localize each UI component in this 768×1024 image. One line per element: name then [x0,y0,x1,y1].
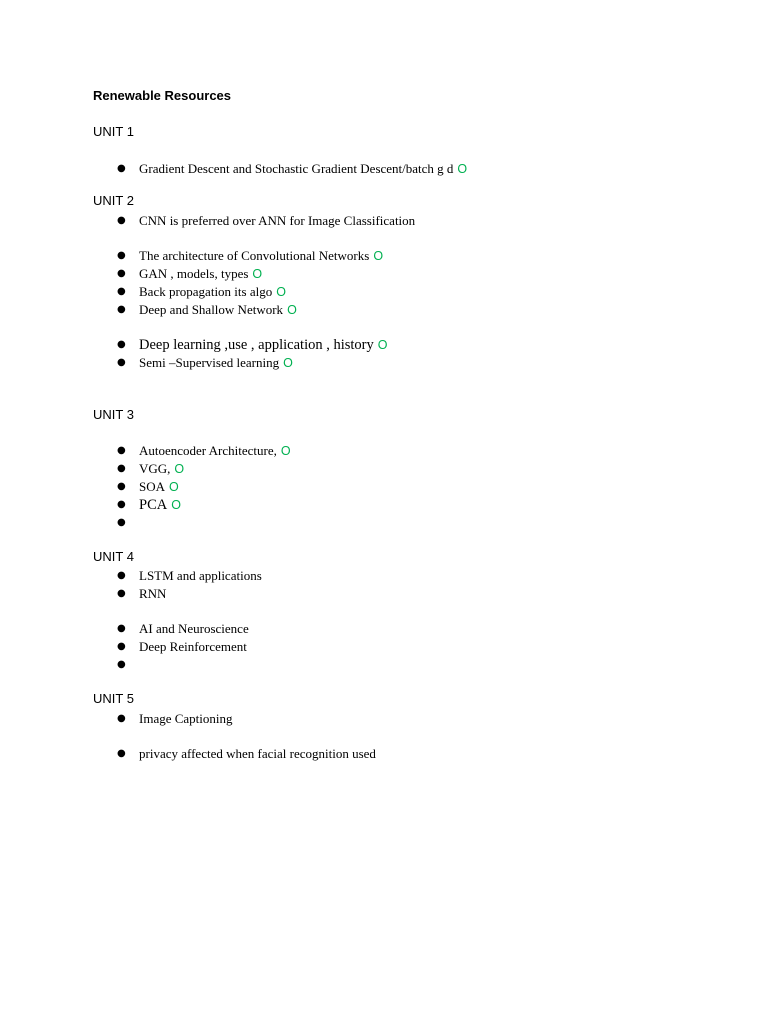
list-item [117,638,247,656]
list-item-text: privacy affected when facial recognition used [139,746,376,761]
list-item-text: Autoencoder Architecture, [139,443,277,458]
list-item-text: AI and Neuroscience [139,621,249,636]
unit-heading: UNIT 3 [93,407,134,422]
done-mark: O [457,162,468,176]
list-item-text: Image Captioning [139,711,233,726]
unit-heading: UNIT 1 [93,124,134,139]
bullet-icon: ● [117,357,126,368]
unit-heading: UNIT 2 [93,193,134,208]
bullet-icon: ● [117,339,126,350]
list-item [117,585,166,603]
list-item [117,460,184,478]
bullet-icon: ● [117,748,126,759]
list-item [117,710,233,728]
list-item-text: SOA [139,479,166,494]
done-mark: O [283,356,293,370]
done-mark: O [252,267,263,281]
list-item-text: VGG, [139,461,171,476]
list-item [117,354,293,372]
bullet-icon: ● [117,215,126,226]
bullet-icon: ● [117,713,126,724]
list-item-text: Semi –Supervised learning [139,355,280,370]
bullet-icon: ● [117,623,126,634]
bullet-icon: ● [117,286,126,297]
bullet-icon: ● [117,268,126,279]
done-mark: O [169,480,179,494]
bullet-icon: ● [117,588,126,599]
list-item-text: Gradient Descent and Stochastic Gradient Descent/batch g d [139,161,454,176]
list-item-text: Deep and Shallow Network [139,302,284,317]
bullet-icon: ● [117,641,126,652]
list-item [117,160,467,178]
bullet-icon: ● [117,659,126,670]
unit-heading: UNIT 5 [93,691,134,706]
list-item [117,478,179,496]
bullet-icon: ● [117,499,126,510]
list-item-text: Deep Reinforcement [139,639,247,654]
done-mark: O [276,285,286,299]
list-item [117,745,376,763]
bullet-icon: ● [117,445,126,456]
list-item-text: GAN , models, types [139,266,249,281]
list-item-text: LSTM and applications [139,568,262,583]
done-mark: O [377,338,388,352]
list-item [117,301,297,319]
unit-heading: UNIT 4 [93,549,134,564]
bullet-icon: ● [117,481,126,492]
done-mark: O [287,303,297,317]
list-item [117,336,388,354]
list-item [117,283,286,301]
list-item-text: The architecture of Convolutional Networks [139,248,370,263]
list-item-text: Deep learning ,use , application , history [139,337,374,353]
list-item [117,514,139,532]
list-item [117,620,249,638]
done-mark: O [171,498,181,512]
bullet-icon: ● [117,163,126,174]
bullet-icon: ● [117,304,126,315]
list-item-text: PCA [139,497,168,513]
list-item-text: Back propagation its algo [139,284,273,299]
bullet-icon: ● [117,250,126,261]
list-item [117,247,383,265]
list-item-text: RNN [139,586,167,601]
document-title: Renewable Resources [93,88,232,103]
done-mark: O [373,249,384,263]
bullet-icon: ● [117,570,126,581]
list-item [117,567,262,585]
list-item-text: CNN is preferred over ANN for Image Classification [139,213,416,228]
list-item [117,496,181,514]
list-item [117,656,139,674]
done-mark: O [174,462,185,476]
list-item [117,212,415,230]
bullet-icon: ● [117,517,126,528]
done-mark: O [280,444,291,458]
list-item [117,265,262,283]
list-item [117,442,291,460]
bullet-icon: ● [117,463,126,474]
